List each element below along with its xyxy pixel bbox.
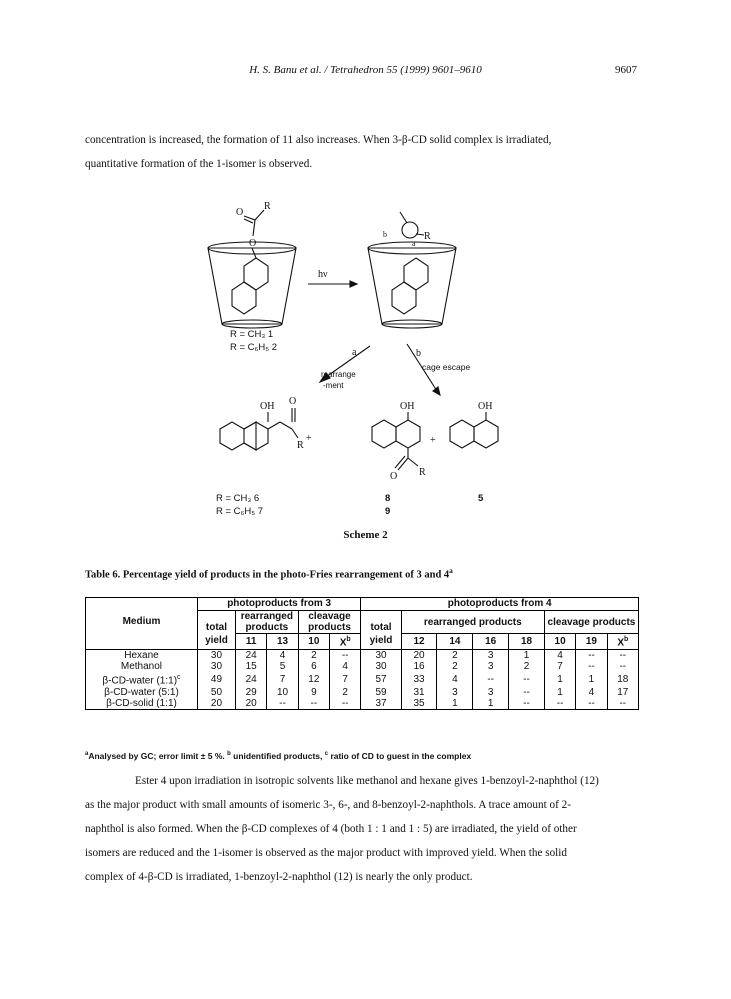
paragraph-line: quantitative formation of the 1-isomer is observed. bbox=[85, 158, 313, 170]
carbonyl-oxygen-label: O bbox=[390, 471, 398, 482]
table-cell: 31 bbox=[401, 687, 437, 698]
medium-label: Methanol bbox=[120, 661, 163, 673]
footnote-marker: a bbox=[85, 751, 89, 758]
path-b-label: b bbox=[416, 348, 421, 359]
oh-label: OH bbox=[478, 401, 493, 412]
path-a-label: a bbox=[352, 347, 357, 358]
reactant-1-label: R = CH₃ 1 bbox=[230, 329, 274, 340]
table-cell: 4 bbox=[544, 650, 575, 662]
reactant-ester-in-cyclodextrin bbox=[208, 201, 296, 328]
table-col-header: 18 bbox=[509, 634, 545, 650]
table-cell: 16 bbox=[401, 661, 437, 672]
irradiation-arrow bbox=[308, 281, 357, 287]
footnote-text: Analysed by GC; error limit ± 5 %. bbox=[88, 751, 228, 761]
table-col-header: 16 bbox=[473, 634, 509, 650]
table-cell: 10 bbox=[267, 687, 298, 698]
table-header-total-3: total bbox=[197, 611, 235, 634]
table-cell: 24 bbox=[235, 650, 266, 662]
radical-r-label: R bbox=[424, 231, 431, 242]
table-col-header: 10 bbox=[298, 634, 329, 650]
product-9-label: 9 bbox=[385, 506, 391, 517]
table-cell: -- bbox=[607, 650, 638, 662]
table-cell: 30 bbox=[361, 661, 401, 672]
carbonyl-oxygen-label: O bbox=[289, 396, 297, 407]
table-cell: 35 bbox=[401, 698, 437, 710]
product-ortho-naphthol bbox=[220, 396, 312, 451]
table-cell: -- bbox=[509, 672, 545, 686]
product-6-label: R = CH₃ 6 bbox=[216, 493, 260, 504]
table-cell: -- bbox=[576, 698, 607, 710]
oh-label: OH bbox=[400, 401, 415, 412]
scheme-2-diagram bbox=[200, 196, 530, 526]
running-head-title: H. S. Banu et al. / Tetrahedron 55 (1999) 9601–9610 bbox=[249, 64, 482, 76]
running-head bbox=[0, 64, 731, 80]
table-cell: 20 bbox=[197, 698, 235, 710]
product-7-label: R = C₆H₅ 7 bbox=[216, 506, 263, 517]
table-cell: 29 bbox=[235, 687, 266, 698]
table-cell: 1 bbox=[509, 650, 545, 662]
yield-table bbox=[85, 597, 639, 710]
table-cell: 1 bbox=[544, 672, 575, 686]
table-cell: 7 bbox=[544, 661, 575, 672]
table-row bbox=[86, 650, 639, 662]
table-header-medium: Medium bbox=[86, 611, 198, 634]
table-cell: 59 bbox=[361, 687, 401, 698]
table-cell: 4 bbox=[576, 687, 607, 698]
oh-label: OH bbox=[260, 401, 275, 412]
table-cell: -- bbox=[607, 698, 638, 710]
table-caption bbox=[85, 566, 453, 581]
table-cell: 9 bbox=[298, 687, 329, 698]
table-cell: -- bbox=[576, 650, 607, 662]
medium-label: β-CD-solid (1:1) bbox=[106, 697, 177, 709]
table-cell: 20 bbox=[401, 650, 437, 662]
table-col-header: 13 bbox=[267, 634, 298, 650]
ether-oxygen-label: O bbox=[249, 238, 257, 249]
paragraph-line: naphthol is also formed. When the β-CD complexes of 4 (both 1 : 1 and 1 : 5) are irradiated, the yield of other bbox=[85, 823, 577, 835]
table-cell: 57 bbox=[361, 672, 401, 686]
table-cell: 1 bbox=[473, 698, 509, 710]
table-cell: 12 bbox=[298, 672, 329, 686]
page-number: 9607 bbox=[615, 64, 637, 76]
table-cell: -- bbox=[473, 672, 509, 686]
paragraph-line: complex of 4-β-CD is irradiated, 1-benzoyl-2-naphthol (12) is nearly the only product. bbox=[85, 871, 473, 883]
footnote-marker: c bbox=[324, 751, 329, 758]
table-header-cleavage-3: cleavage products bbox=[298, 611, 361, 634]
paragraph-discussion bbox=[85, 769, 645, 889]
table-cell: 2 bbox=[509, 661, 545, 672]
reactant-2-label: R = C₆H₅ 2 bbox=[230, 342, 277, 353]
table-row bbox=[86, 698, 639, 710]
table-cell: -- bbox=[509, 698, 545, 710]
medium-label: β-CD-water (5:1) bbox=[104, 686, 179, 698]
paragraph-intro bbox=[85, 128, 645, 176]
radical-a-label: a bbox=[412, 239, 416, 248]
table-cell-medium bbox=[86, 650, 198, 662]
table-group-4: photoproducts from 4 bbox=[361, 598, 639, 611]
table-cell: 1 bbox=[576, 672, 607, 686]
medium-label: β-CD-water (1:1) bbox=[102, 675, 178, 687]
table-cell: 17 bbox=[607, 687, 638, 698]
table-row bbox=[86, 687, 639, 698]
scheme-caption: Scheme 2 bbox=[343, 529, 388, 541]
ester-oxygen-label: O bbox=[236, 207, 244, 218]
product-para-naphthol bbox=[372, 401, 436, 482]
rearrangement-label-2: -ment bbox=[323, 381, 344, 390]
footnote-text: unidentified products, bbox=[230, 751, 325, 761]
table-cell: 37 bbox=[361, 698, 401, 710]
table-cell: 30 bbox=[197, 661, 235, 672]
table-cell: 30 bbox=[361, 650, 401, 662]
cage-escape-label: cage escape bbox=[422, 362, 471, 372]
table-cell: 30 bbox=[197, 650, 235, 662]
ester-r-label: R bbox=[264, 201, 271, 212]
medium-sup: c bbox=[177, 674, 181, 682]
table-cell: 4 bbox=[267, 650, 298, 662]
product-naphthol bbox=[450, 401, 498, 448]
table-row bbox=[86, 672, 639, 686]
footnote-text: ratio of CD to guest in the complex bbox=[328, 751, 472, 761]
table-header-cleavage-4: cleavage products bbox=[544, 611, 638, 634]
table-cell: 2 bbox=[437, 650, 473, 662]
product-8-label: 8 bbox=[385, 493, 391, 504]
table-cell: 20 bbox=[235, 698, 266, 710]
table-col-header: 19 bbox=[576, 634, 607, 650]
table-cell: -- bbox=[267, 698, 298, 710]
paragraph-line: as the major product with small amounts of isomeric 3-, 6-, and 8-benzoyl-2-naphthols. A trace amount of 2- bbox=[85, 799, 571, 811]
table-cell: 49 bbox=[197, 672, 235, 686]
table-cell: 7 bbox=[330, 672, 361, 686]
table-cell: 3 bbox=[437, 687, 473, 698]
table-cell: -- bbox=[509, 687, 545, 698]
paragraph-line: Ester 4 upon irradiation in isotropic solvents like methanol and hexane gives 1-benzoyl-2-naphthol (12) bbox=[135, 775, 599, 787]
column-label: X bbox=[339, 637, 347, 649]
table-cell: 15 bbox=[235, 661, 266, 672]
table-cell: 1 bbox=[544, 687, 575, 698]
table-cell: 2 bbox=[437, 661, 473, 672]
table-col-header bbox=[330, 634, 361, 650]
table-cell: 3 bbox=[473, 687, 509, 698]
paragraph-line: isomers are reduced and the 1-isomer is observed as the major product with improved yield. When the solid bbox=[85, 847, 567, 859]
table-cell: 7 bbox=[267, 672, 298, 686]
table-body bbox=[86, 650, 639, 709]
table-header-rearranged-4: rearranged products bbox=[401, 611, 544, 634]
table-col-header: 12 bbox=[401, 634, 437, 650]
table-cell: 24 bbox=[235, 672, 266, 686]
table-col-header: 10 bbox=[544, 634, 575, 650]
table-header-blank bbox=[86, 598, 198, 611]
plus-sign: + bbox=[306, 433, 312, 444]
table-cell: -- bbox=[330, 650, 361, 662]
radical-b-label: b bbox=[383, 230, 387, 239]
table-cell: -- bbox=[544, 698, 575, 710]
column-sup: b bbox=[623, 636, 629, 643]
table-row bbox=[86, 661, 639, 672]
table-cell: -- bbox=[330, 698, 361, 710]
ortho-r-label: R bbox=[297, 440, 304, 451]
table-cell: 4 bbox=[437, 672, 473, 686]
radical-pair-in-cyclodextrin bbox=[368, 212, 456, 328]
table-header-rearranged-3: rearranged products bbox=[235, 611, 298, 634]
hv-label: hν bbox=[318, 269, 328, 280]
table-group-3: photoproducts from 3 bbox=[197, 598, 360, 611]
table-cell-medium bbox=[86, 687, 198, 698]
table-cell: 1 bbox=[437, 698, 473, 710]
table-cell: 2 bbox=[298, 650, 329, 662]
rearrangement-label: rearrange bbox=[321, 370, 356, 379]
table-caption-text: Table 6. Percentage yield of products in the photo-Fries rearrangement of 3 and 4 bbox=[85, 569, 450, 581]
table-cell-medium bbox=[86, 661, 198, 672]
column-sup: b bbox=[346, 636, 351, 643]
paragraph-line: concentration is increased, the formation of 11 also increases. When 3-β-CD solid complex is irradiated, bbox=[85, 134, 552, 146]
table-cell: 50 bbox=[197, 687, 235, 698]
table-cell: -- bbox=[298, 698, 329, 710]
table-cell: 33 bbox=[401, 672, 437, 686]
table-cell: 5 bbox=[267, 661, 298, 672]
table-header-yield-3: yield bbox=[197, 634, 235, 650]
table-col-header: 14 bbox=[437, 634, 473, 650]
table-cell: -- bbox=[607, 661, 638, 672]
table-cell: 6 bbox=[298, 661, 329, 672]
table-cell: 3 bbox=[473, 661, 509, 672]
table-footnote bbox=[85, 751, 471, 761]
para-r-label: R bbox=[419, 467, 426, 478]
footnote-marker: b bbox=[227, 751, 231, 758]
column-label: X bbox=[617, 637, 624, 649]
table-col-header bbox=[607, 634, 638, 650]
table-cell: -- bbox=[576, 661, 607, 672]
table-cell-medium bbox=[86, 672, 198, 686]
table-header-total-4: total bbox=[361, 611, 401, 634]
table-cell-medium bbox=[86, 698, 198, 710]
table-col-header: 11 bbox=[235, 634, 266, 650]
table-cell: 3 bbox=[473, 650, 509, 662]
table-cell: 4 bbox=[330, 661, 361, 672]
product-5-label: 5 bbox=[478, 493, 484, 504]
table-cell: 2 bbox=[330, 687, 361, 698]
table-header-blank bbox=[86, 634, 198, 650]
table-cell: 18 bbox=[607, 672, 638, 686]
plus-sign: + bbox=[430, 435, 436, 446]
table-caption-sup: a bbox=[449, 566, 453, 575]
medium-label: Hexane bbox=[124, 650, 159, 662]
table-header-yield-4: yield bbox=[361, 634, 401, 650]
